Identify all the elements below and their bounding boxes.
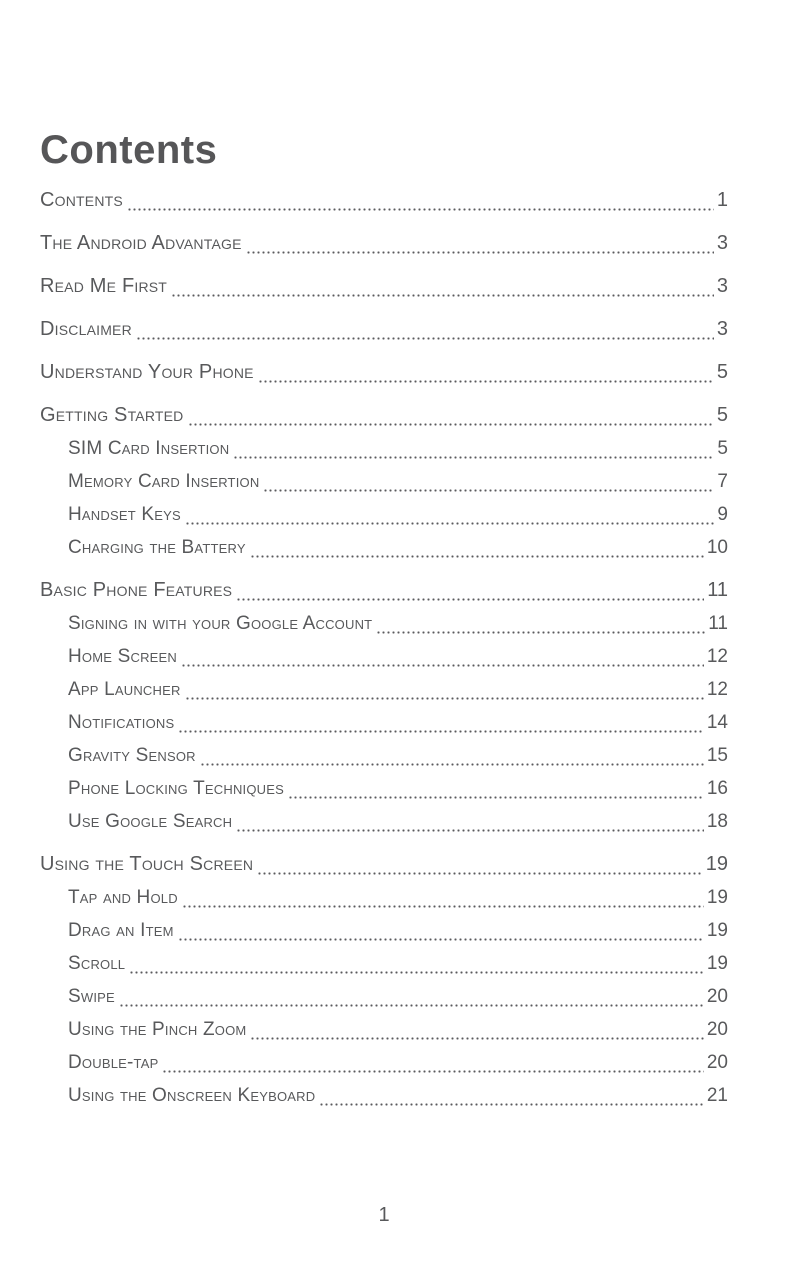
toc-entry[interactable]: [68, 745, 728, 770]
toc-entry-page-number: 20: [706, 1052, 728, 1073]
toc-entry-label: Phone Locking Techniques: [68, 778, 284, 799]
toc-leader-dots: [319, 1103, 704, 1106]
toc-entry-page-number: 3: [716, 275, 728, 297]
toc-entry-page-number: 5: [717, 438, 728, 459]
toc-leader-dots: [200, 763, 704, 766]
toc-entry-label: Charging the Battery: [68, 537, 246, 558]
toc-leader-dots: [178, 730, 704, 733]
toc-leader-dots: [236, 829, 704, 832]
toc-entry-label: The Android Advantage: [40, 232, 242, 254]
toc-entry-label: App Launcher: [68, 679, 181, 700]
toc-entry[interactable]: [40, 853, 728, 879]
toc-entry-label: Drag an Item: [68, 920, 174, 941]
toc-leader-dots: [236, 598, 704, 601]
toc-entry[interactable]: [40, 232, 728, 258]
toc-entry-label: Using the Touch Screen: [40, 853, 254, 875]
toc-leader-dots: [258, 380, 714, 383]
toc-leader-dots: [119, 1004, 704, 1007]
toc-entry-label: Notifications: [68, 712, 175, 733]
toc-leader-dots: [246, 251, 714, 254]
toc-entry-label: Memory Card Insertion: [68, 471, 260, 492]
toc-leader-dots: [181, 664, 704, 667]
toc-entry[interactable]: [40, 318, 728, 344]
toc-leader-dots: [263, 489, 714, 492]
toc-leader-dots: [188, 423, 714, 426]
toc-entry[interactable]: [68, 504, 728, 529]
toc-entry[interactable]: [40, 361, 728, 387]
toc-entry-label: Tap and Hold: [68, 887, 178, 908]
toc-entry-page-number: 16: [706, 778, 728, 799]
toc-entry-page-number: 12: [706, 646, 728, 667]
toc-entry[interactable]: [68, 953, 728, 978]
toc-entry-label: Read Me First: [40, 275, 168, 297]
toc-entry-page-number: 19: [706, 953, 728, 974]
toc-entry-label: Scroll: [68, 953, 126, 974]
toc-entry[interactable]: [40, 275, 728, 301]
toc-entry[interactable]: [68, 537, 728, 562]
toc-entry[interactable]: [40, 189, 728, 215]
toc-entry[interactable]: [68, 986, 728, 1011]
toc-entry-page-number: 20: [706, 986, 728, 1007]
toc-entry-label: Signing in with your Google Account: [68, 613, 373, 634]
toc-entry-label: Getting Started: [40, 404, 184, 426]
toc-entry-page-number: 12: [706, 679, 728, 700]
toc-entry-label: Contents: [40, 189, 123, 211]
footer-page-number: 1: [378, 1204, 390, 1226]
toc-entry-page-number: 3: [716, 232, 728, 254]
toc-leader-dots: [129, 971, 704, 974]
toc-leader-dots: [171, 294, 714, 297]
page-title: Contents: [40, 128, 218, 172]
toc-entry[interactable]: [68, 646, 728, 671]
toc-leader-dots: [136, 337, 714, 340]
toc-leader-dots: [376, 631, 705, 634]
toc-list: [40, 189, 728, 1110]
toc-entry-label: Home Screen: [68, 646, 177, 667]
toc-leader-dots: [182, 905, 704, 908]
toc-entry-label: Double-tap: [68, 1052, 159, 1073]
toc-entry-page-number: 15: [706, 745, 728, 766]
toc-entry-page-number: 21: [706, 1085, 728, 1106]
toc-leader-dots: [250, 555, 704, 558]
toc-entry[interactable]: [68, 887, 728, 912]
toc-entry[interactable]: [68, 1052, 728, 1077]
toc-entry[interactable]: [68, 438, 728, 463]
toc-entry-page-number: 19: [706, 920, 728, 941]
toc-entry-page-number: 1: [716, 189, 728, 211]
toc-entry-page-number: 19: [705, 853, 728, 875]
toc-entry-page-number: 7: [717, 471, 728, 492]
toc-entry-page-number: 5: [716, 361, 728, 383]
toc-entry[interactable]: [68, 778, 728, 803]
toc-entry-page-number: 9: [717, 504, 728, 525]
toc-leader-dots: [257, 872, 703, 875]
toc-entry-label: Gravity Sensor: [68, 745, 196, 766]
toc-entry-label: Using the Pinch Zoom: [68, 1019, 247, 1040]
toc-entry[interactable]: [68, 920, 728, 945]
toc-leader-dots: [250, 1037, 703, 1040]
toc-entry[interactable]: [68, 471, 728, 496]
toc-entry[interactable]: [68, 1085, 728, 1110]
toc-entry-page-number: 11: [708, 613, 728, 634]
toc-entry-label: SIM Card Insertion: [68, 438, 230, 459]
toc-entry-page-number: 19: [706, 887, 728, 908]
toc-leader-dots: [185, 697, 704, 700]
toc-leader-dots: [178, 938, 704, 941]
toc-entry[interactable]: [68, 1019, 728, 1044]
toc-entry[interactable]: [40, 404, 728, 430]
toc-entry[interactable]: [68, 712, 728, 737]
toc-entry[interactable]: [68, 613, 728, 638]
toc-entry-label: Using the Onscreen Keyboard: [68, 1085, 316, 1106]
toc-leader-dots: [127, 208, 714, 211]
toc-entry-page-number: 3: [716, 318, 728, 340]
toc-entry-page-number: 5: [716, 404, 728, 426]
toc-leader-dots: [288, 796, 704, 799]
toc-entry-page-number: 20: [706, 1019, 728, 1040]
toc-entry[interactable]: [40, 579, 728, 605]
toc-entry-page-number: 14: [706, 712, 728, 733]
toc-entry[interactable]: [68, 811, 728, 836]
toc-entry-label: Disclaimer: [40, 318, 132, 340]
page-content: [40, 0, 728, 1110]
toc-entry-label: Understand Your Phone: [40, 361, 254, 383]
toc-entry-label: Swipe: [68, 986, 115, 1007]
toc-entry-label: Basic Phone Features: [40, 579, 233, 601]
toc-leader-dots: [233, 456, 714, 459]
toc-entry-label: Handset Keys: [68, 504, 181, 525]
toc-entry-page-number: 11: [707, 579, 728, 601]
toc-leader-dots: [185, 522, 715, 525]
toc-entry-label: Use Google Search: [68, 811, 233, 832]
toc-entry-page-number: 18: [706, 811, 728, 832]
toc-leader-dots: [162, 1070, 703, 1073]
toc-entry[interactable]: [68, 679, 728, 704]
toc-entry-page-number: 10: [706, 537, 728, 558]
